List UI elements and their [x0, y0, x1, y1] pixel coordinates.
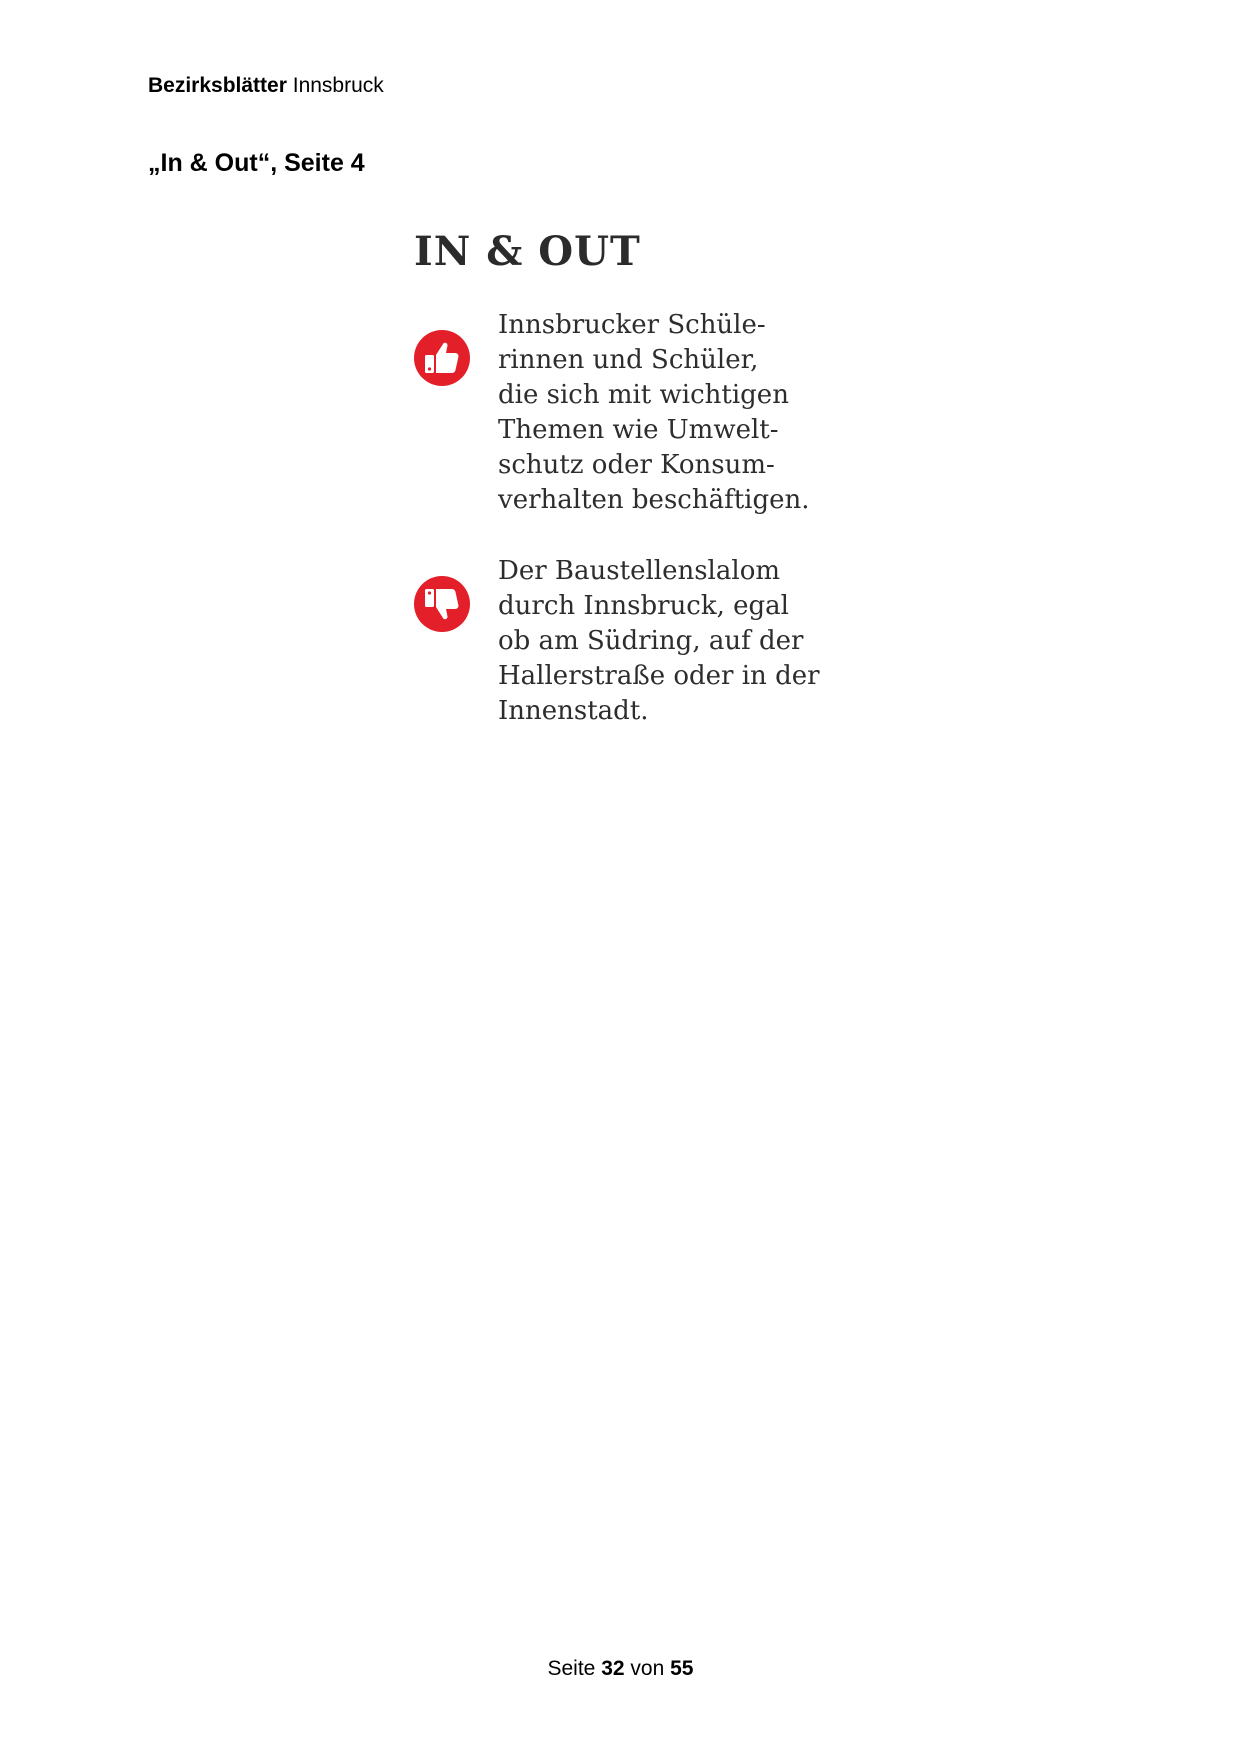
- clipping-title: IN & OUT: [414, 228, 641, 275]
- thumbs-down-icon: [414, 576, 470, 632]
- in-item-text: Innsbrucker Schüle- rinnen und Schüler, die sich mit wichtigen Themen wie Umwelt- schutz oder Konsum- verhalten beschäftigen.: [498, 310, 810, 515]
- footer-middle: von: [630, 1657, 665, 1680]
- footer-total-pages: 55: [670, 1657, 694, 1680]
- document-header: [148, 73, 384, 99]
- thumbs-up-icon: [414, 330, 470, 386]
- out-item-text: Der Baustellenslalom durch Innsbruck, egal ob am Südring, auf der Hallerstraße oder in der Innenstadt.: [498, 556, 820, 726]
- section-heading: „In & Out“, Seite 4: [148, 149, 365, 177]
- header-brand: Bezirksblätter: [148, 74, 287, 97]
- footer-prefix: Seite: [547, 1657, 596, 1680]
- page-footer: [0, 1656, 1241, 1682]
- header-region: Innsbruck: [292, 74, 384, 97]
- footer-current-page: 32: [601, 1657, 625, 1680]
